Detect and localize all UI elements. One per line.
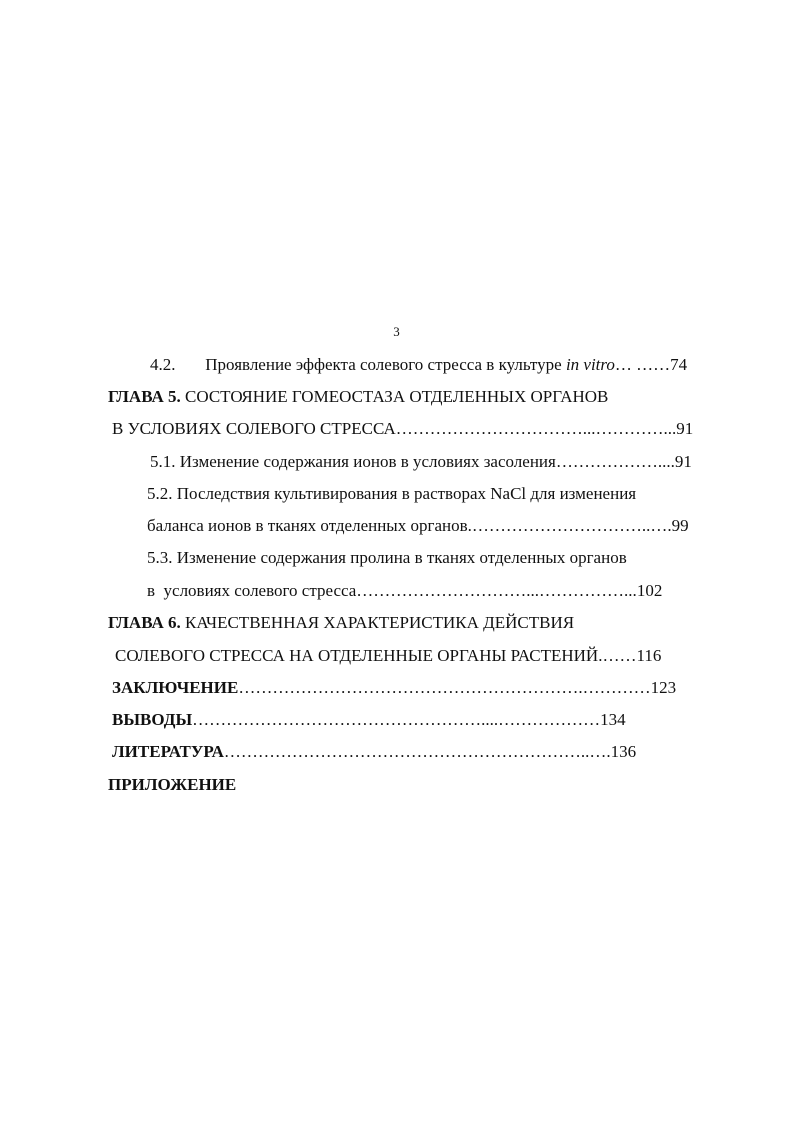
toc-entry-5-1 <box>150 451 692 473</box>
toc-findings <box>112 709 626 731</box>
toc-entry-5-3-cont <box>147 580 662 602</box>
toc-appendix <box>108 774 236 796</box>
toc-page: 123 <box>650 678 677 697</box>
toc-dots: ……………………………………………....……………… <box>192 710 601 729</box>
toc-literature <box>112 741 636 763</box>
toc-chapter-title: СОСТОЯНИЕ ГОМЕОСТАЗА ОТДЕЛЕННЫХ ОРГАНОВ <box>180 387 609 406</box>
toc-page: 91 <box>674 452 692 471</box>
page-number: 3 <box>393 324 400 339</box>
toc-entry-title: баланса ионов в тканях отделенных органов.…………………………..…. <box>147 516 672 535</box>
toc-page: 134 <box>600 710 626 729</box>
toc-entry-5-2-cont <box>147 515 689 537</box>
toc-page: 74 <box>670 355 688 374</box>
toc-section-label: ЛИТЕРАТУРА <box>112 742 224 761</box>
toc-entry-title: в условиях солевого стресса…………………………...……………... <box>147 581 637 600</box>
toc-entry-title: СОЛЕВОГО СТРЕССА НА ОТДЕЛЕННЫЕ ОРГАНЫ РАСТЕНИЙ.…… <box>115 646 637 665</box>
toc-dots: ………………………………………………………..…. <box>223 742 611 761</box>
toc-page: 116 <box>636 646 662 665</box>
toc-chapter-5-cont <box>112 418 693 440</box>
toc-entry-italic: in vitro <box>565 355 615 374</box>
toc-conclusion <box>112 677 676 699</box>
toc-entry-title: 5.1. Изменение содержания ионов в условиях засоления……………….... <box>150 452 675 471</box>
toc-page: 136 <box>610 742 637 761</box>
toc-entry-title: 4.2. Проявление эффекта солевого стресса в культуре <box>150 355 566 374</box>
toc-dots: … …… <box>614 355 671 374</box>
toc-dots: …………………………………………………….………… <box>238 678 651 697</box>
toc-page: 91 <box>676 419 694 438</box>
toc-entry-4-2 <box>150 354 687 376</box>
toc-chapter-title: КАЧЕСТВЕННАЯ ХАРАКТЕРИСТИКА ДЕЙСТВИЯ <box>180 613 575 632</box>
toc-entry-title: 5.2. Последствия культивирования в растворах NaCl для изменения <box>147 484 637 503</box>
toc-chapter-label: ГЛАВА 5. <box>108 387 181 406</box>
toc-entry-title: В УСЛОВИЯХ СОЛЕВОГО СТРЕССА……………………………...…………... <box>112 419 677 438</box>
toc-chapter-6 <box>108 612 574 634</box>
toc-section-label: ЗАКЛЮЧЕНИЕ <box>112 678 239 697</box>
toc-section-label: ПРИЛОЖЕНИЕ <box>108 775 237 794</box>
toc-entry-5-3 <box>147 547 627 569</box>
toc-section-label: ВЫВОДЫ <box>112 710 193 729</box>
toc-chapter-5 <box>108 386 608 408</box>
toc-page: 99 <box>671 516 689 535</box>
toc-chapter-6-cont <box>115 645 661 667</box>
toc-entry-title: 5.3. Изменение содержания пролина в тканях отделенных органов <box>147 548 627 567</box>
toc-page: 102 <box>636 581 663 600</box>
toc-chapter-label: ГЛАВА 6. <box>108 613 181 632</box>
toc-entry-5-2 <box>147 483 636 505</box>
